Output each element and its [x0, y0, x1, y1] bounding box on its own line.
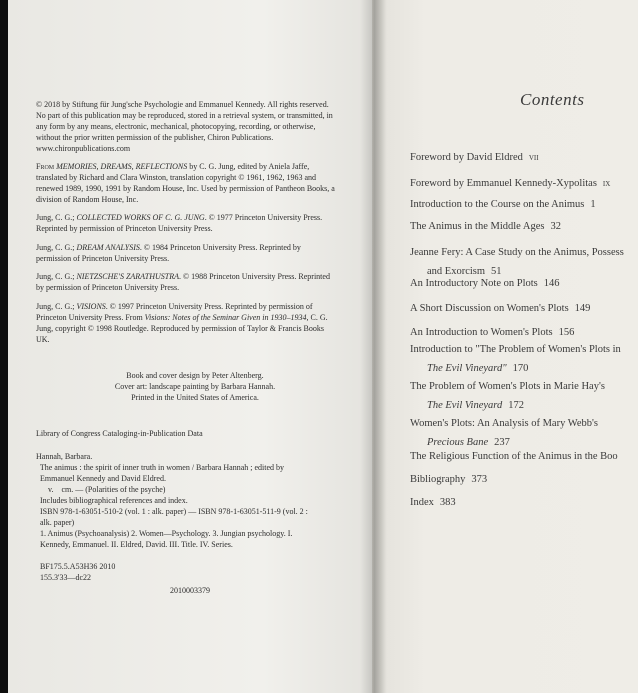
toc-item: Index 383	[410, 497, 456, 508]
cip-line	[36, 550, 336, 561]
lccn: 2010003379	[170, 586, 210, 595]
toc-item: Introduction to the Course on the Animus 1	[410, 199, 596, 210]
cip-block	[36, 451, 336, 583]
toc-item: The Religious Function of the Animus in the Boo	[410, 451, 618, 462]
toc-item: The Animus in the Middle Ages 32	[410, 221, 561, 232]
credits	[80, 370, 310, 403]
cip-line: ISBN 978-1-63051-510-2 (vol. 1 : alk. paper) — ISBN 978-1-63051-511-9 (vol. 2 :	[36, 507, 308, 516]
toc-item: Women's Plots: An Analysis of Mary Webb's Precious Bane 237	[410, 418, 598, 448]
permission-zarathustra: Jung, C. G.; NIETZSCHE'S ZARATHUSTRA. © 1988 Princeton University Press. Reprinted by permission of Princeton University Press.	[36, 272, 330, 292]
cip-line: BF175.5.A53H36 2010	[36, 562, 116, 571]
cip-line: Includes bibliographical references and index.	[36, 496, 188, 505]
toc-item: Jeanne Fery: A Case Study on the Animus, Possess and Exorcism 51	[410, 247, 624, 277]
toc-item: Introduction to "The Problem of Women's Plots in The Evil Vineyard" 170	[410, 344, 621, 374]
toc-item: The Problem of Women's Plots in Marie Hay's The Evil Vineyard 172	[410, 381, 605, 411]
toc-item: Foreword by David Eldred vii	[410, 152, 539, 163]
toc-item: Bibliography 373	[410, 474, 488, 485]
cover-art-credit: Cover art: landscape painting by Barbara Hannah.	[114, 382, 276, 391]
cip-line: alk. paper)	[36, 518, 75, 527]
permission-memories: From MEMORIES, DREAMS, REFLECTIONS by C. G. Jung, edited by Aniela Jaffe, translated by Richard and Clara Winston, translation copyright © 1961, 1962, 1963 and renewed 1989, 1990, 1991 by Random House, Inc. Used by permission of Pantheon Books, a division of Random House, Inc.	[36, 162, 335, 204]
cip-line: v. cm. — (Polarities of the psyche)	[36, 485, 166, 494]
permission-collected-works: Jung, C. G.; COLLECTED WORKS OF C. G. JUNG. © 1977 Princeton University Press. Reprinted by permission of Princeton University Press.	[36, 213, 323, 233]
design-credit: Book and cover design by Peter Altenberg.	[126, 371, 264, 380]
contents-title: Contents	[520, 90, 585, 109]
toc-item: Foreword by Emmanuel Kennedy-Xypolitas ix	[410, 178, 611, 189]
cip-line: Kennedy, Emmanuel. II. Eldred, David. III. Title. IV. Series.	[36, 540, 233, 549]
cip-line: 155.3'33—dc22	[36, 573, 91, 582]
printed-in: Printed in the United States of America.	[131, 393, 259, 402]
cip-line: Hannah, Barbara.	[36, 452, 93, 461]
toc-item: A Short Discussion on Women's Plots 149	[410, 303, 591, 314]
toc-item: An Introductory Note on Plots 146	[410, 278, 560, 289]
toc-item: An Introduction to Women's Plots 156	[410, 327, 575, 338]
book-gutter	[360, 0, 386, 693]
permission-dream-analysis: Jung, C. G.; DREAM ANALYSIS. © 1984 Princeton University Press. Reprinted by permission of Princeton University Press.	[36, 243, 301, 263]
cip-heading: Library of Congress Cataloging-in-Publication Data	[36, 429, 203, 438]
permission-visions: Jung, C. G.; VISIONS. © 1997 Princeton University Press. Reprinted by permission of Princeton University Press. From Visions: Notes of the Seminar Given in 1930–1934, C. G. Jung, copyright © 1998 Routledge. Reproduced by permission of Taylor & Francis Books UK.	[36, 302, 328, 344]
cip-line: The animus : the spirit of inner truth in women / Barbara Hannah ; edited by	[36, 463, 285, 472]
cip-line: Emmanuel Kennedy and David Eldred.	[36, 474, 166, 483]
cip-line: 1. Animus (Psychoanalysis) 2. Women—Psychology. 3. Jungian psychology. I.	[36, 529, 293, 538]
copyright-notice: © 2018 by Stiftung für Jung'sche Psychologie and Emmanuel Kennedy. All rights reserved. No part of this publication may be reproduced, stored in a retrieval system, or transmitted, in any form by any means, electronic, mechanical, photocopying, recording, or otherwise, without the prior written permission of the publisher, Chiron Publications. www.chironpublications.com	[36, 100, 333, 153]
